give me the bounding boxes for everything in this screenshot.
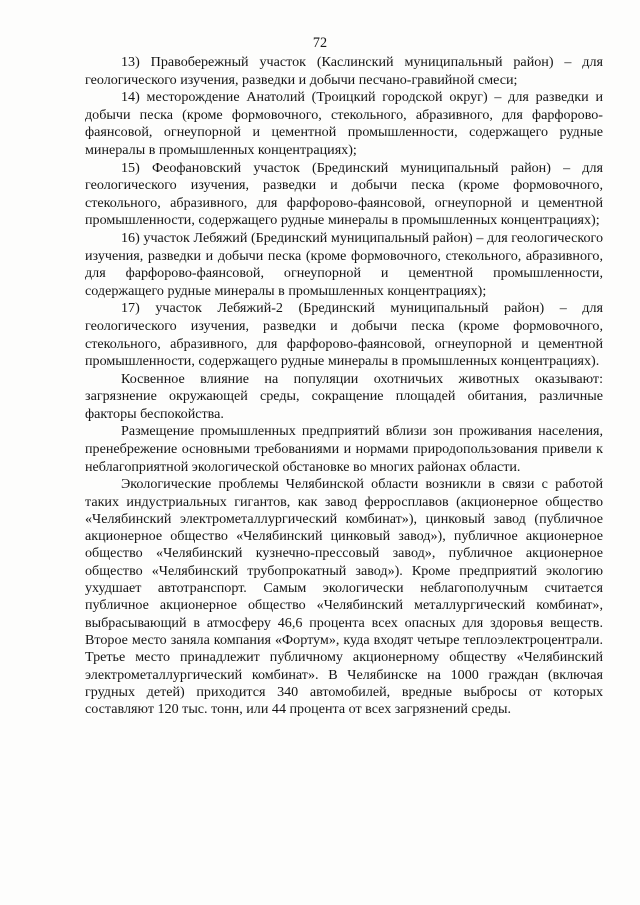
ecological-problems-paragraph: Экологические проблемы Челябинской области возникли в связи с работой таких индустриальных гигантов, как завод ферросплавов (акционерное общество «Челябинский электрометаллургический комбинат»), цинковый завод (публичное акционерное общество «Челябинский цинковый завод»), публичное акционерное общество «Челябинский кузнечно-прессовый завод», публичное акционерное общество «Челябинский трубопрокатный завод»). Кроме предприятий экологию ухудшает автотранспорт. Самым экологически неблагополучным считается публичное акционерное общество «Челябинский металлургический комбинат», выбрасывающий в атмосферу 46,6 процента всех опасных для здоровья веществ. Второе место заняла компания «Фортум», куда входят четыре теплоэлектроцентрали. Третье место принадлежит публичному акционерному обществу «Челябинский электрометаллургический комбинат». В Челябинске на 1000 граждан (включая грудных детей) приходится 340 автомобилей, вредные выбросы от которых составляют 120 тыс. тонн, или 44 процента от всех загрязнений среды. <box>85 476 603 718</box>
indirect-impact-paragraph: Косвенное влияние на популяции охотничьих животных оказывают: загрязнение окружающей среды, сокращение площадей обитания, различные факторы беспокойства. <box>85 370 603 422</box>
page-number: 72 <box>312 35 328 51</box>
document-body <box>85 54 603 718</box>
list-item-15: 15) Феофановский участок (Брединский муниципальный район) – для геологического изучения, разведки и добычи песка (кроме формовочного, стекольного, абразивного, для фарфорово-фаянсовой, огнеупорной и цементной промышленности, содержащего рудные минералы в промышленных концентрациях); <box>85 159 603 229</box>
list-item-16: 16) участок Лебяжий (Брединский муниципальный район) – для геологического изучения, разведки и добычи песка (кроме формовочного, стекольного, абразивного, для фарфорово-фаянсовой, огнеупорной и цементной промышленности, содержащего рудные минералы в промышленных концентрациях); <box>85 229 603 299</box>
list-item-17: 17) участок Лебяжий-2 (Брединский муниципальный район) – для геологического изучения, разведки и добычи песка (кроме формовочного, стекольного, абразивного, для фарфорово-фаянсовой, огнеупорной и цементной промышленности, содержащего рудные минералы в промышленных концентрациях). <box>85 300 603 370</box>
industrial-placement-paragraph: Размещение промышленных предприятий вблизи зон проживания населения, пренебрежение основными требованиями и нормами природопользования привели к неблагоприятной экологической обстановке во многих районах области. <box>85 423 603 475</box>
list-item-13: 13) Правобережный участок (Каслинский муниципальный район) – для геологического изучения, разведки и добычи песчано-гравийной смеси; <box>85 54 603 88</box>
list-item-14: 14) месторождение Анатолий (Троицкий городской округ) – для разведки и добычи песка (кроме формовочного, стекольного, абразивного, для фарфорово-фаянсовой, огнеупорной и цементной промышленности, содержащего рудные минералы в промышленных концентрациях); <box>85 89 603 158</box>
